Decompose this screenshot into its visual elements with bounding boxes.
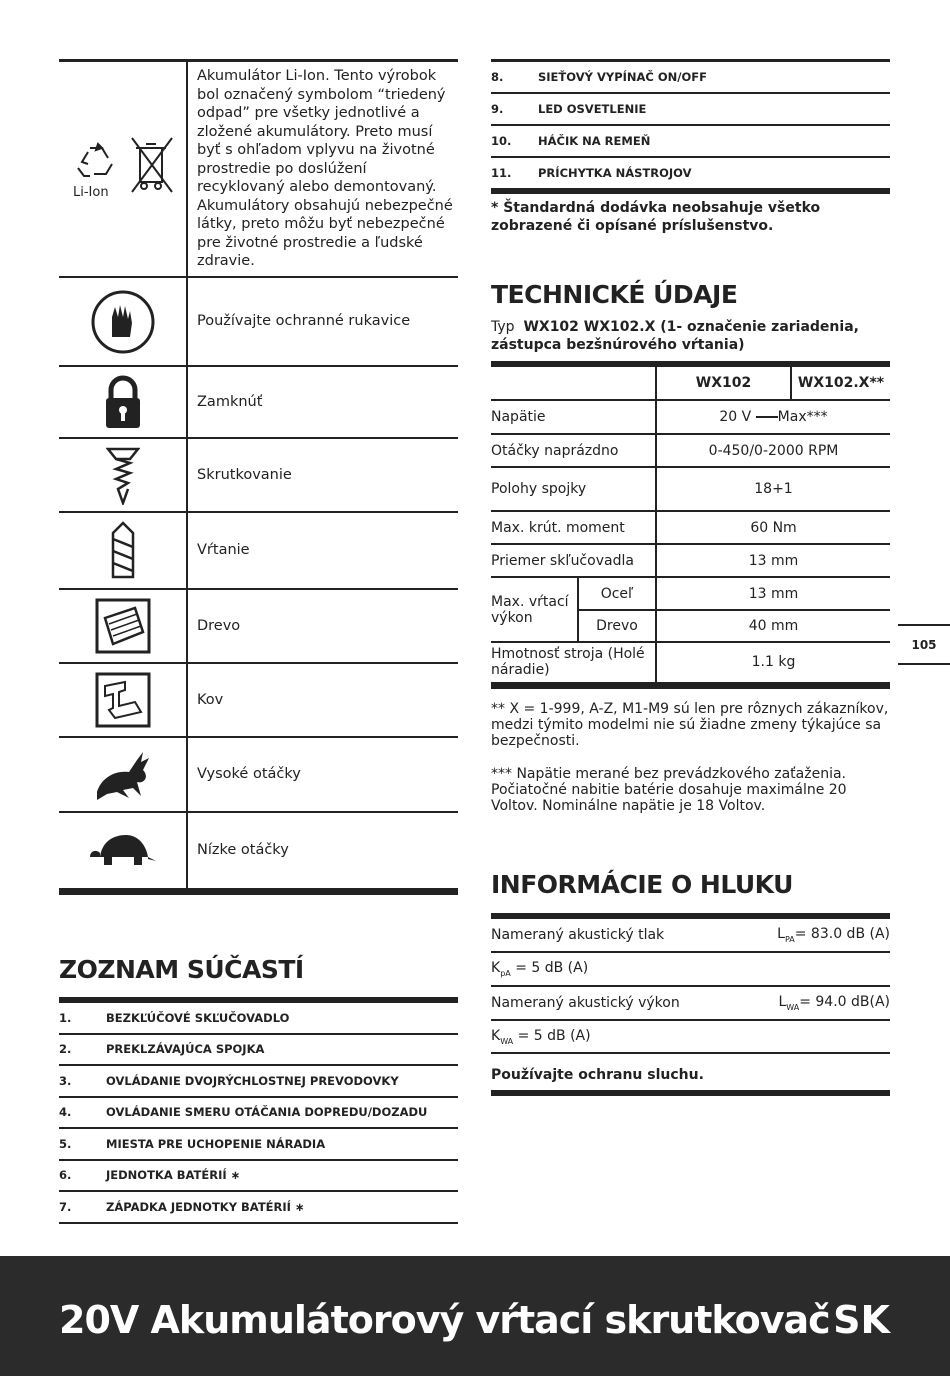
symbol-description: Vŕtanie <box>197 542 250 559</box>
parts-list-title: ZOZNAM SÚČASTÍ <box>59 955 304 984</box>
tech-table: WX102 WX102.X** Napätie 20 V Max*** Otáčky naprázdno 0-450/0-2000 RPM Polohy spojky 18+1 Max. krút. moment 60 Nm Priemer skľučovadla 13 mm Max. vŕtací výkon Oceľ 13 mm Drevo 40 mm Hmotnosť stroja (Holé náradie) 1.1 kg <box>491 361 890 689</box>
tech-note-1: ** X = 1-999, A-Z, M1-M9 sú len pre rôznych zákazníkov, medzi týmito modelmi nie sú žiadne zmeny týkajúce sa bezpečnosti. <box>491 701 889 749</box>
parts-list-continued <box>491 59 890 194</box>
list-item: 2. PREKLZÁVAJÚCA SPOJKA <box>59 1035 458 1067</box>
svg-text:Li-Ion: Li-Ion <box>72 185 109 200</box>
language-code: SK <box>833 1298 890 1342</box>
symbol-row-drill <box>59 513 458 590</box>
list-item: 3. OVLÁDANIE DVOJRÝCHLOSTNEJ PREVODOVKY <box>59 1066 458 1098</box>
symbol-row-gloves <box>59 278 458 367</box>
accessories-footnote: * Štandardná dodávka neobsahuje všetko zobrazené či opísané príslušenstvo. <box>491 200 821 234</box>
symbol-description: Zamknúť <box>197 393 263 410</box>
tech-note-2: *** Napätie merané bez prevádzkového zaťaženia. Počiatočné nabitie batérie dosahuje maximálne 20 Voltov. Nominálne napätie je 18 Voltov. <box>491 766 847 814</box>
symbols-table <box>59 59 458 895</box>
parts-list <box>59 997 458 1224</box>
noise-power-row: Nameraný akustický výkon $L_{WA}= 94.0$ dB(A) <box>491 994 890 1012</box>
drill-bit-icon <box>59 513 188 588</box>
list-item: 8. SIEŤOVÝ VYPÍNAČ ON/OFF <box>491 62 890 94</box>
symbol-description: Nízke otáčky <box>197 842 289 859</box>
symbol-row-lock <box>59 367 458 439</box>
divider <box>491 985 890 987</box>
symbol-description: Vysoké otáčky <box>197 766 301 783</box>
dc-symbol <box>756 416 778 418</box>
symbol-description: Kov <box>197 691 224 708</box>
noise-pressure-row: Nameraný akustický tlak $L_{PA}= 83.0$ dB (A) <box>491 926 890 944</box>
list-item: 10. HÁČIK NA REMEŇ <box>491 126 890 158</box>
wood-icon <box>59 590 188 662</box>
symbol-description: Používajte ochranné rukavice <box>197 313 411 330</box>
list-item: 1. BEZKĽÚČOVÉ SKĽUČOVADLO <box>59 1003 458 1035</box>
list-item: 5. MIESTA PRE UCHOPENIE NÁRADIA <box>59 1129 458 1161</box>
noise-kpa-row: $K_{pA} = 5$ dB (A) <box>491 960 589 978</box>
divider <box>491 1019 890 1021</box>
symbol-row-screw <box>59 439 458 513</box>
symbol-description: Drevo <box>197 617 241 634</box>
metal-icon <box>59 664 188 736</box>
symbol-description: Akumulátor Li-Ion. Tento výrobok bol označený symbolom “triedený odpad” pre všetky jednotlivé a zložené akumulátory. Preto musí byť s ohľadom vplyvu na životné prostredie po doslúžení recyklovaný alebo demontovaný. Akumulátory obsahujú nebezpečné látky, preto môžu byť nebezpečné pre životné prostredie a ľudské zdravie. <box>197 68 453 270</box>
symbol-row-wood <box>59 590 458 664</box>
list-item: 11. PRÍCHYTKA NÁSTROJOV <box>491 158 890 194</box>
divider <box>491 951 890 953</box>
symbol-row-rabbit <box>59 738 458 813</box>
noise-kwa-row: $K_{WA} = 5$ dB (A) <box>491 1028 591 1046</box>
symbol-row-battery <box>59 62 458 278</box>
page-number: 105 <box>898 624 950 665</box>
footer-bar <box>0 1256 950 1376</box>
symbol-description: Skrutkovanie <box>197 466 292 483</box>
list-item: 9. LED OSVETLENIE <box>491 94 890 126</box>
divider <box>491 1052 890 1054</box>
symbol-row-metal <box>59 664 458 738</box>
list-item: 6. JEDNOTKA BATÉRIÍ ∗ <box>59 1161 458 1193</box>
tech-type: Typ WX102 WX102.X (1- označenie zariadenia, zástupca bezšnúrového vŕtania) <box>491 319 859 353</box>
divider <box>491 1090 890 1096</box>
rabbit-icon <box>59 738 188 811</box>
gloves-icon <box>59 278 188 365</box>
hearing-protection-note: Používajte ochranu sluchu. <box>491 1067 704 1083</box>
footer-title: 20V Akumulátorový vŕtací skrutkovač <box>59 1298 830 1342</box>
recycle-li-ion-icon <box>59 62 188 276</box>
padlock-icon <box>59 367 188 437</box>
list-item: 4. OVLÁDANIE SMERU OTÁČANIA DOPREDU/DOZADU <box>59 1098 458 1130</box>
screw-icon <box>59 439 188 511</box>
turtle-icon <box>59 813 188 888</box>
divider <box>491 913 890 919</box>
list-item: 7. ZÁPADKA JEDNOTKY BATÉRIÍ ∗ <box>59 1192 458 1224</box>
noise-title: INFORMÁCIE O HLUKU <box>491 870 793 899</box>
tech-title: TECHNICKÉ ÚDAJE <box>491 280 738 309</box>
symbol-row-turtle <box>59 813 458 895</box>
